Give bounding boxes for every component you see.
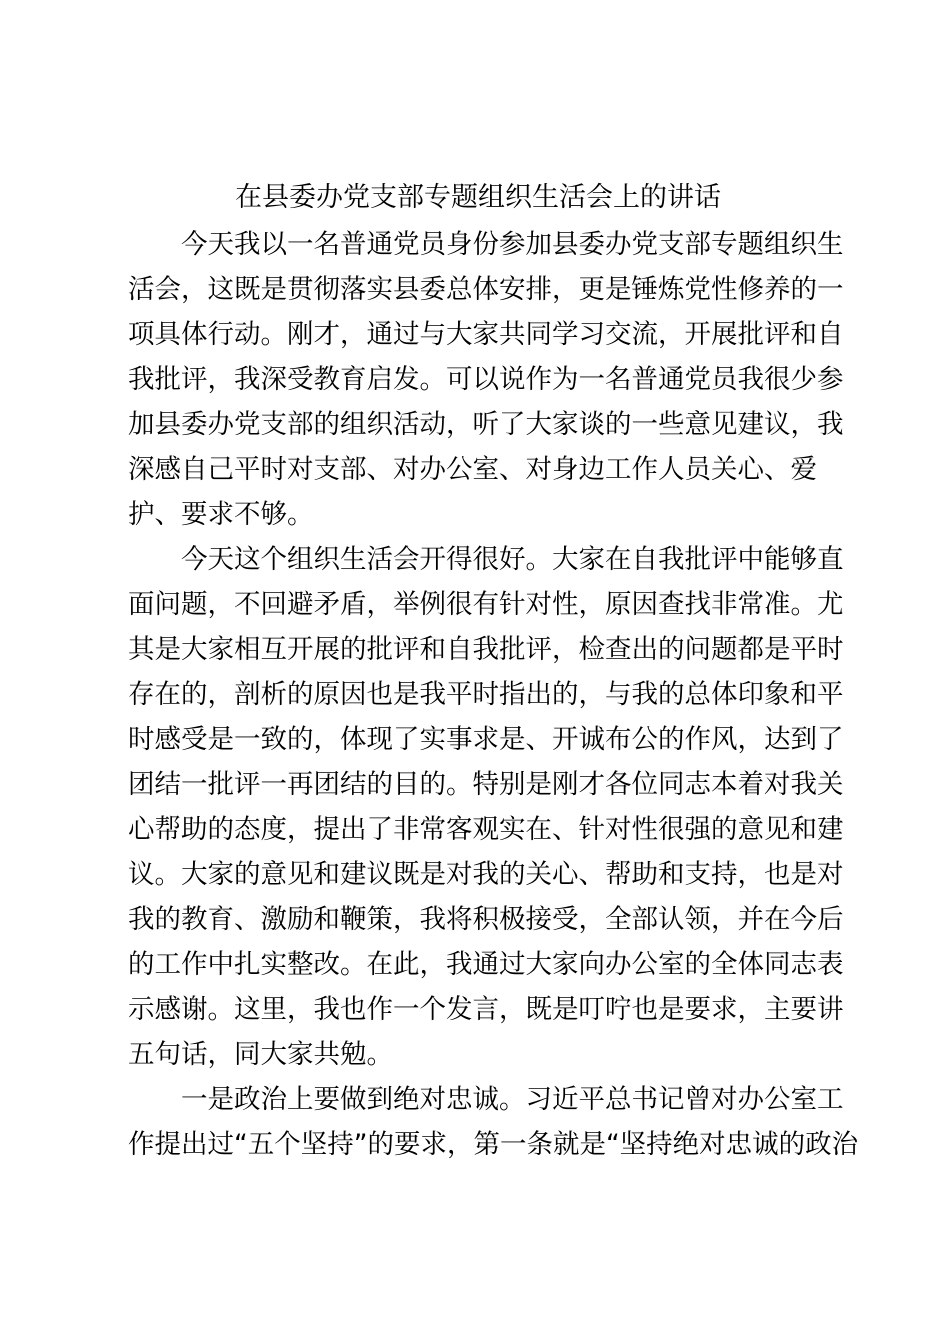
paragraph-line: 五句话，同大家共勉。 <box>128 1039 393 1070</box>
paragraph-line: 今天这个组织生活会开得很好。大家在自我批评中能够直 <box>128 544 844 575</box>
paragraph-line: 活会，这既是贯彻落实县委总体安排，更是锤炼党性修养的一 <box>128 274 844 305</box>
paragraph-line: 心帮助的态度，提出了非常客观实在、针对性很强的意见和建 <box>128 814 844 845</box>
paragraph-line: 我批评，我深受教育启发。可以说作为一名普通党员我很少参 <box>128 364 844 395</box>
paragraph-line: 团结一批评一再团结的目的。特别是刚才各位同志本着对我关 <box>128 769 844 800</box>
paragraph-line: 议。大家的意见和建议既是对我的关心、帮助和支持，也是对 <box>128 859 844 890</box>
document-title: 在县委办党支部专题组织生活会上的讲话 <box>235 182 721 213</box>
paragraph-line: 存在的，剖析的原因也是我平时指出的，与我的总体印象和平 <box>128 679 844 710</box>
paragraph-line: 一是政治上要做到绝对忠诚。习近平总书记曾对办公室工 <box>128 1084 844 1115</box>
paragraph-line: 我的教育、激励和鞭策，我将积极接受，全部认领，并在今后 <box>128 904 844 935</box>
paragraph-line: 今天我以一名普通党员身份参加县委办党支部专题组织生 <box>128 229 844 260</box>
paragraph-line: 项具体行动。刚才，通过与大家共同学习交流，开展批评和自 <box>128 319 844 350</box>
paragraph-line: 护、要求不够。 <box>128 499 314 530</box>
paragraph-line: 时感受是一致的，体现了实事求是、开诚布公的作风，达到了 <box>128 724 844 755</box>
paragraph-line: 面问题，不回避矛盾，举例很有针对性，原因查找非常准。尤 <box>128 589 844 620</box>
paragraph-line: 深感自己平时对支部、对办公室、对身边工作人员关心、爱 <box>128 454 817 485</box>
paragraph-line: 示感谢。这里，我也作一个发言，既是叮咛也是要求，主要讲 <box>128 994 844 1025</box>
paragraph-line: 加县委办党支部的组织活动，听了大家谈的一些意见建议，我 <box>128 409 844 440</box>
paragraph-line: 的工作中扎实整改。在此，我通过大家向办公室的全体同志表 <box>128 949 844 980</box>
paragraph-line: 其是大家相互开展的批评和自我批评，检查出的问题都是平时 <box>128 634 844 665</box>
paragraph-line: 作提出过“五个坚持”的要求，第一条就是“坚持绝对忠诚的政治 <box>128 1129 859 1160</box>
